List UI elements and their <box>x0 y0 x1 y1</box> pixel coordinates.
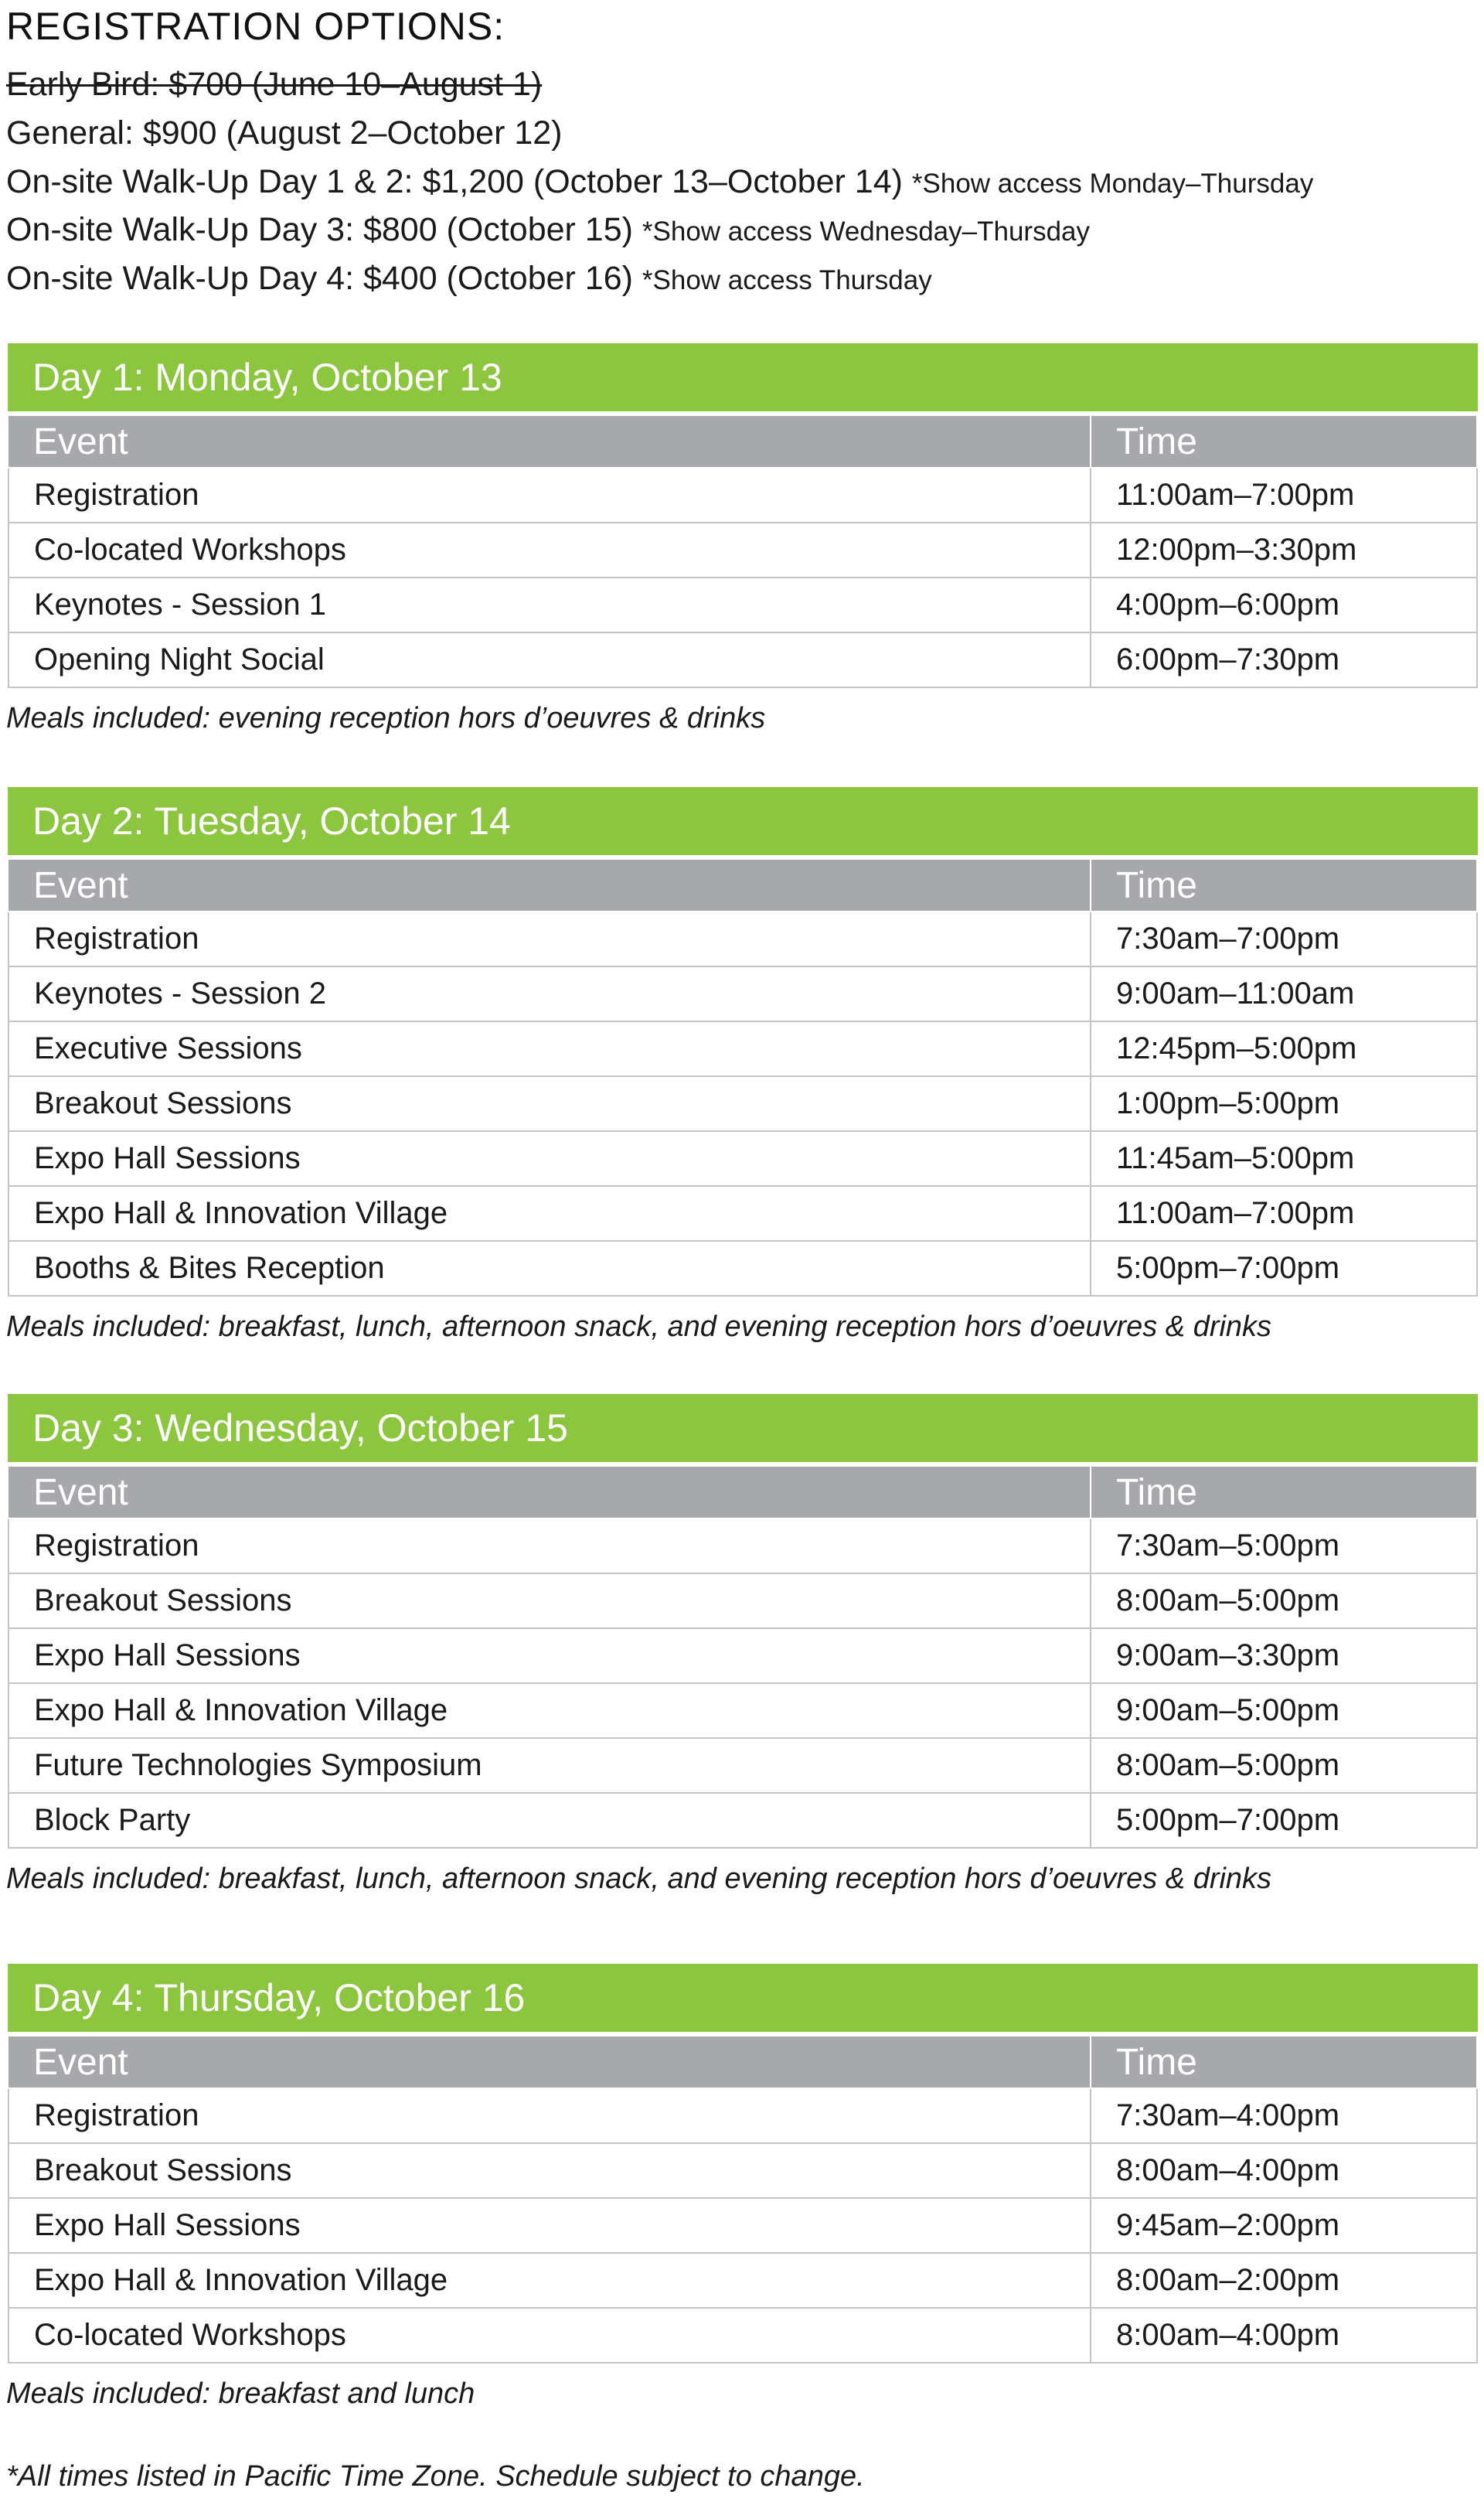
footnote: *All times listed in Pacific Time Zone. Schedule subject to change. <box>6 2460 865 2493</box>
time-cell: 8:00am–4:00pm <box>1091 2143 1477 2198</box>
table-row <box>9 1186 1477 1241</box>
table-header-row <box>9 415 1477 468</box>
event-cell: Registration <box>9 912 1091 966</box>
registration-option-text: General: $900 (August 2–October 12) <box>6 114 563 152</box>
time-cell: 4:00pm–6:00pm <box>1091 578 1477 632</box>
table-row <box>9 2253 1477 2308</box>
column-header-time: Time <box>1091 2036 1477 2088</box>
table-row <box>9 2198 1477 2253</box>
registration-option-text: On-site Walk-Up Day 1 & 2: $1,200 (October 13–October 14) <box>6 163 903 200</box>
registration-option-note: *Show access Wednesday–Thursday <box>642 216 1090 247</box>
day-header: Day 4: Thursday, October 16 <box>8 1964 1478 2032</box>
schedule-table <box>8 414 1478 688</box>
time-cell: 9:00am–11:00am <box>1091 966 1477 1021</box>
column-header-time: Time <box>1091 859 1477 912</box>
event-cell: Expo Hall Sessions <box>9 1131 1091 1186</box>
event-cell: Keynotes - Session 2 <box>9 966 1091 1021</box>
table-row <box>9 1683 1477 1738</box>
event-cell: Booths & Bites Reception <box>9 1241 1091 1296</box>
table-row <box>9 1573 1477 1628</box>
registration-option-text: On-site Walk-Up Day 4: $400 (October 16) <box>6 260 633 297</box>
table-row <box>9 1021 1477 1076</box>
event-cell: Executive Sessions <box>9 1021 1091 1076</box>
table-row <box>9 632 1477 687</box>
registration-option-early-bird <box>6 60 542 108</box>
table-row <box>9 1131 1477 1186</box>
schedule-table <box>8 2035 1478 2364</box>
table-row <box>9 2088 1477 2143</box>
column-header-event: Event <box>9 2036 1091 2088</box>
time-cell: 9:00am–3:30pm <box>1091 1628 1477 1683</box>
event-cell: Co-located Workshops <box>9 2308 1091 2363</box>
registration-option-general <box>6 109 563 157</box>
event-cell: Expo Hall & Innovation Village <box>9 1186 1091 1241</box>
time-cell: 5:00pm–7:00pm <box>1091 1793 1477 1848</box>
day-2-section <box>8 787 1478 1346</box>
meals-note: Meals included: breakfast, lunch, afternoon snack, and evening reception hors d’oeuvres & drinks <box>6 1863 1272 1895</box>
time-cell: 8:00am–5:00pm <box>1091 1573 1477 1628</box>
time-cell: 11:00am–7:00pm <box>1091 1186 1477 1241</box>
registration-option-note: *Show access Monday–Thursday <box>911 169 1314 199</box>
column-header-event: Event <box>9 1466 1091 1518</box>
event-cell: Registration <box>9 468 1091 523</box>
time-cell: 11:00am–7:00pm <box>1091 468 1477 523</box>
time-cell: 11:45am–5:00pm <box>1091 1131 1477 1186</box>
time-cell: 12:00pm–3:30pm <box>1091 523 1477 578</box>
day-3-section <box>8 1394 1478 1898</box>
schedule-table <box>8 1465 1478 1849</box>
table-row <box>9 2308 1477 2363</box>
event-cell: Future Technologies Symposium <box>9 1738 1091 1793</box>
table-row <box>9 1628 1477 1683</box>
table-header-row <box>9 1466 1477 1518</box>
day-header: Day 2: Tuesday, October 14 <box>8 787 1478 855</box>
column-header-time: Time <box>1091 1466 1477 1518</box>
event-cell: Keynotes - Session 1 <box>9 578 1091 632</box>
registration-option-text: On-site Walk-Up Day 3: $800 (October 15) <box>6 211 633 248</box>
event-cell: Expo Hall Sessions <box>9 2198 1091 2253</box>
table-row <box>9 1793 1477 1848</box>
registration-option-day-4 <box>6 254 932 305</box>
column-header-event: Event <box>9 415 1091 468</box>
time-cell: 9:45am–2:00pm <box>1091 2198 1477 2253</box>
day-1-section <box>8 343 1478 738</box>
event-cell: Registration <box>9 1518 1091 1573</box>
time-cell: 8:00am–5:00pm <box>1091 1738 1477 1793</box>
time-cell: 5:00pm–7:00pm <box>1091 1241 1477 1296</box>
registration-option-day-1-2 <box>6 158 1313 208</box>
schedule-table <box>8 858 1478 1297</box>
table-row <box>9 1738 1477 1793</box>
event-cell: Expo Hall & Innovation Village <box>9 1683 1091 1738</box>
event-cell: Breakout Sessions <box>9 1076 1091 1131</box>
time-cell: 6:00pm–7:30pm <box>1091 632 1477 687</box>
meals-note: Meals included: evening reception hors d’oeuvres & drinks <box>6 702 766 734</box>
time-cell: 1:00pm–5:00pm <box>1091 1076 1477 1131</box>
day-4-section <box>8 1964 1478 2413</box>
registration-option-text: Early Bird: $700 (June 10–August 1) <box>6 66 543 103</box>
table-row <box>9 1241 1477 1296</box>
column-header-time: Time <box>1091 415 1477 468</box>
time-cell: 7:30am–7:00pm <box>1091 912 1477 966</box>
registration-option-day-3 <box>6 206 1090 256</box>
event-cell: Block Party <box>9 1793 1091 1848</box>
time-cell: 8:00am–2:00pm <box>1091 2253 1477 2308</box>
table-row <box>9 1076 1477 1131</box>
registration-option-note: *Show access Thursday <box>642 265 932 295</box>
table-row <box>9 2143 1477 2198</box>
time-cell: 9:00am–5:00pm <box>1091 1683 1477 1738</box>
time-cell: 12:45pm–5:00pm <box>1091 1021 1477 1076</box>
table-row <box>9 912 1477 966</box>
event-cell: Co-located Workshops <box>9 523 1091 578</box>
event-cell: Opening Night Social <box>9 632 1091 687</box>
event-cell: Registration <box>9 2088 1091 2143</box>
table-row <box>9 578 1477 632</box>
time-cell: 7:30am–4:00pm <box>1091 2088 1477 2143</box>
column-header-event: Event <box>9 859 1091 912</box>
table-row <box>9 523 1477 578</box>
day-header: Day 1: Monday, October 13 <box>8 343 1478 411</box>
day-header: Day 3: Wednesday, October 15 <box>8 1394 1478 1462</box>
table-row <box>9 966 1477 1021</box>
event-cell: Expo Hall Sessions <box>9 1628 1091 1683</box>
meals-note: Meals included: breakfast, lunch, afternoon snack, and evening reception hors d’oeuvres & drinks <box>6 1310 1272 1343</box>
table-row <box>9 468 1477 523</box>
table-row <box>9 1518 1477 1573</box>
table-header-row <box>9 2036 1477 2088</box>
meals-note: Meals included: breakfast and lunch <box>6 2377 475 2410</box>
event-cell: Expo Hall & Innovation Village <box>9 2253 1091 2308</box>
event-cell: Breakout Sessions <box>9 1573 1091 1628</box>
time-cell: 7:30am–5:00pm <box>1091 1518 1477 1573</box>
time-cell: 8:00am–4:00pm <box>1091 2308 1477 2363</box>
event-cell: Breakout Sessions <box>9 2143 1091 2198</box>
table-header-row <box>9 859 1477 912</box>
registration-title: REGISTRATION OPTIONS: <box>6 5 505 48</box>
